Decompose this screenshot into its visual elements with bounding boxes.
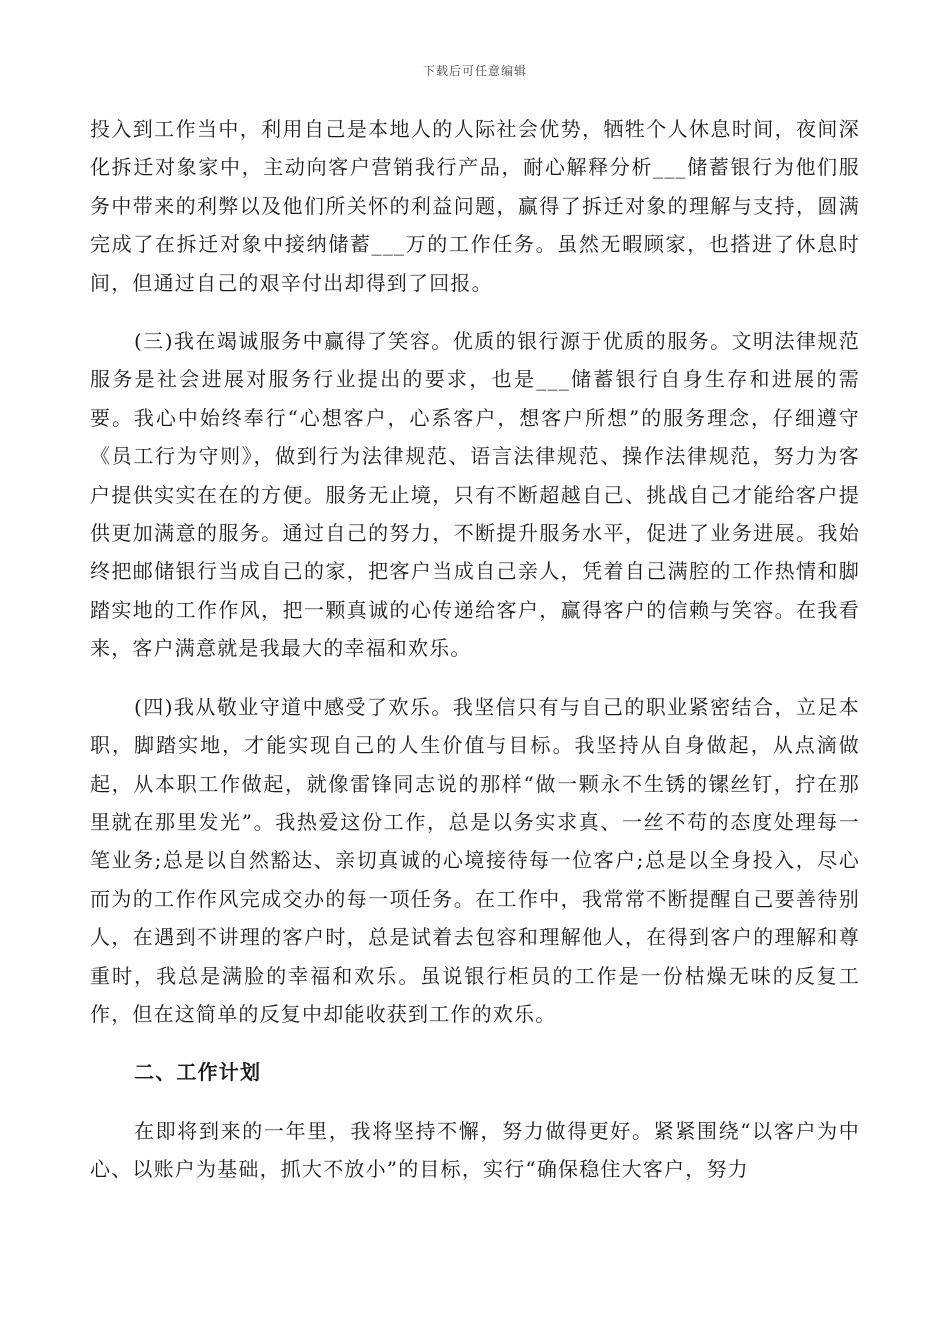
paragraph-gap xyxy=(90,302,860,322)
paragraph-continuation: 投入到工作当中，利用自己是本地人的人际社会优势，牺牲个人休息时间，夜间深化拆迁对象家中，主动向客户营销我行产品，耐心解释分析___储蓄银行为他们服务中带来的利弊以及他们所关怀的利益问题，赢得了拆迁对象的理解与支持，圆满完成了在拆迁对象中接纳储蓄___万的工作任务。虽然无暇顾家，也搭进了休息时间，但通过自己的艰辛付出却得到了回报。 xyxy=(90,117,860,295)
paragraph-section-four: (四)我从敬业守道中感受了欢乐。我坚信只有与自己的职业紧密结合，立足本职，脚踏实地，才能实现自己的人生价值与目标。我坚持从自身做起，从点滴做起，从本职工作做起，就像雷锋同志说的那样“做一颗永不生锈的镙丝钉，拧在那里就在那里发光”。我热爱这份工作，总是以务实求真、一丝不苟的态度处理每一笔业务;总是以自然豁达、亲切真诚的心境接待每一位客户;总是以全身投入，尽心而为的工作作风完成交办的每一项任务。在工作中，我常常不断提醒自己要善待别人，在遇到不讲理的客户时，总是试着去包容和理解他人，在得到客户的理解和尊重时，我总是满脸的幸福和欢乐。虽说银行柜员的工作是一份枯燥无味的反复工作，但在这简单的反复中却能收获到工作的欢乐。 xyxy=(90,694,860,1026)
paragraph-work-plan: 在即将到来的一年里，我将坚持不懈，努力做得更好。紧紧围绕“以客户为中心、以账户为基础，抓大不放小”的目标，实行“确保稳住大客户，努力 xyxy=(90,1118,860,1182)
paragraph-gap xyxy=(90,1092,860,1112)
paragraph-section-three: (三)我在竭诚服务中赢得了笑容。优质的银行源于优质的服务。文明法律规范服务是社会进展对服务行业提出的要求，也是___储蓄银行自身生存和进展的需要。我心中始终奉行“心想客户，心系客户，想客户所想”的服务理念，仔细遵守《员工行为守则》，做到行为法律规范、语言法律规范、操作法律规范，努力为客户提供实实在在的方便。服务无止境，只有不断超越自己、挑战自己才能给客户提供更加满意的服务。通过自己的努力，不断提升服务水平，促进了业务进展。我始终把邮储银行当成自己的家，把客户当成自己亲人，凭着自己满腔的工作热情和脚踏实地的工作作风，把一颗真诚的心传递给客户，赢得客户的信赖与笑容。在我看来，客户满意就是我最大的幸福和欢乐。 xyxy=(90,329,860,661)
page-header: 下载后可任意编辑 xyxy=(422,64,527,78)
section-heading-work-plan: 二、工作计划 xyxy=(134,1060,262,1085)
paragraph-gap xyxy=(90,668,860,688)
document-body xyxy=(90,110,860,1189)
paragraph-gap xyxy=(90,1033,860,1053)
